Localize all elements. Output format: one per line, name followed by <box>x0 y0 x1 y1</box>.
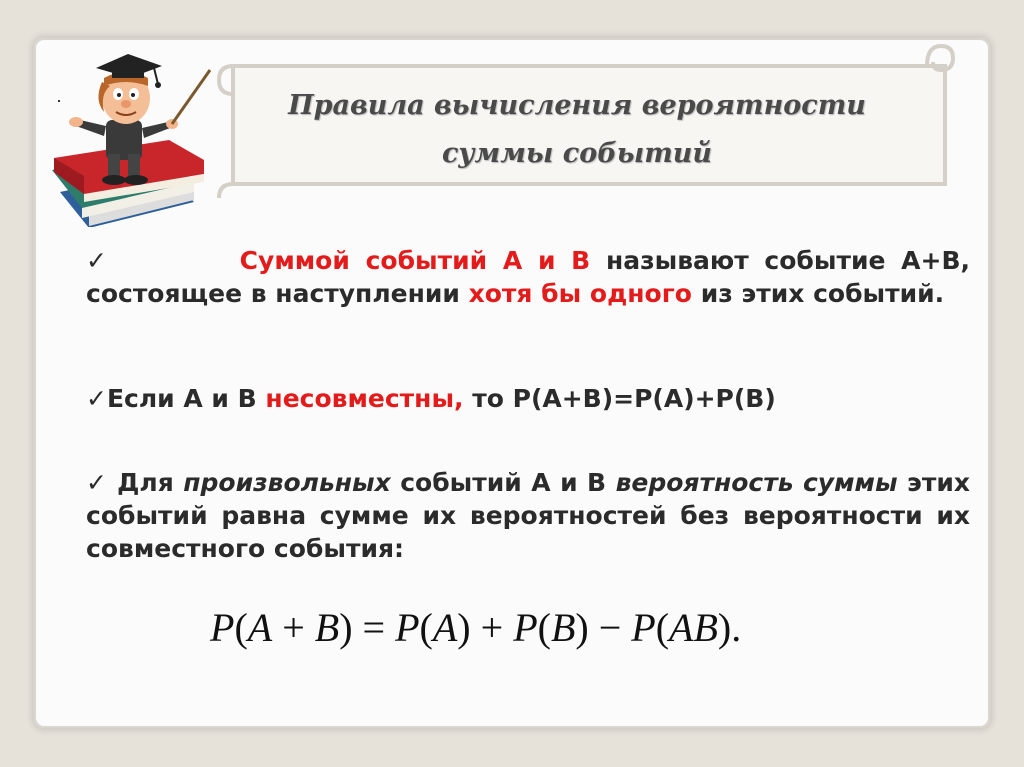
body-text: Для <box>107 468 184 497</box>
highlight-text: хотя бы одного <box>468 279 692 308</box>
body-text: этих событий равна сумме их вероятностей без вероятности их совместного события: <box>86 468 970 563</box>
formula-symbol: A <box>432 605 458 650</box>
page-title <box>277 82 877 178</box>
formula-symbol: A <box>247 605 273 650</box>
body-text: из этих событий. <box>691 279 945 308</box>
formula-operator: ) − <box>575 605 632 650</box>
formula-symbol: B <box>550 605 576 650</box>
title-line-1: Правила вычисления вероятности <box>288 90 866 121</box>
body-text: называют событие А+В, состоящее в наступлении <box>86 246 970 308</box>
italic-text: вероятность суммы <box>615 468 898 497</box>
formula-symbol: P <box>395 605 420 650</box>
formula-paren: ( <box>655 605 670 650</box>
formula-paren: ( <box>234 605 248 650</box>
pointer-stick-icon <box>172 70 210 124</box>
formula-symbol: P <box>210 605 235 650</box>
formula-operator: ). <box>717 605 742 650</box>
formula-symbol: P <box>631 605 656 650</box>
scroll-banner-icon <box>215 40 955 200</box>
body-text: то Р(А+В)=Р(А)+Р(В) <box>463 384 776 413</box>
italic-text: произвольных <box>183 468 391 497</box>
formula-paren: ( <box>419 605 433 650</box>
head <box>98 72 150 124</box>
formula-operator: ) + <box>457 605 514 650</box>
highlight-text: несовместны, <box>265 384 464 413</box>
checkmark-icon: ✓ <box>86 246 114 275</box>
checkmark-icon: ✓ <box>86 468 108 497</box>
formula-paren: ( <box>537 605 551 650</box>
formula-symbol: B <box>314 605 340 650</box>
dot <box>58 100 60 102</box>
formula-symbol: AB <box>669 605 718 650</box>
sum-probability-formula <box>210 598 830 658</box>
formula-operator: + <box>272 605 315 650</box>
formula-operator: ) = <box>339 605 396 650</box>
formula-symbol: P <box>513 605 538 650</box>
body-text: Если А и В <box>106 384 266 413</box>
disjoint-rule-paragraph <box>86 382 970 415</box>
definition-paragraph <box>86 244 970 310</box>
general-rule-paragraph <box>86 466 970 565</box>
teacher-mascot-icon <box>44 42 219 231</box>
body-text: событий А и В <box>390 468 616 497</box>
highlight-text: Суммой событий А и В <box>239 246 591 275</box>
title-line-2: суммы событий <box>441 138 713 169</box>
checkmark-icon: ✓ <box>86 384 107 413</box>
